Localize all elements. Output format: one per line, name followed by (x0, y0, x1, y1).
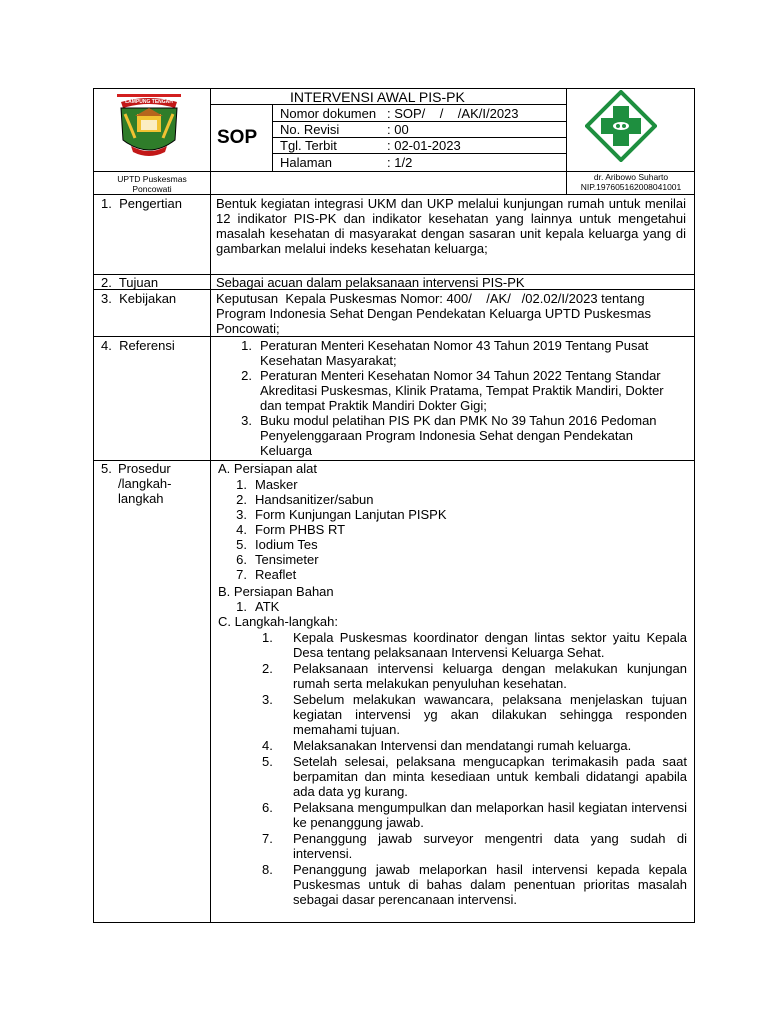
list-item (236, 413, 666, 458)
list-text: Pelaksanaan intervensi keluarga dengan melakukan kunjungan rumah serta melakukan penyuluhan kesehatan. (293, 661, 687, 691)
prosedur-heading-a: A. Persiapan alat (218, 461, 318, 476)
list-text: Sebelum melakukan wawancara, pelaksana menjelaskan tujuan kegiatan intervensi yg akan dilakukan sehingga responden memahami tujuan. (293, 692, 687, 737)
section-label-kebijakan: 3. Kebijakan (101, 291, 177, 306)
list-text: Tensimeter (255, 552, 319, 567)
list-number: 3. (241, 413, 252, 428)
list-number: 1. (262, 630, 273, 645)
signer-nip: NIP.197605162008041001 (580, 182, 682, 192)
list-number: 2. (241, 368, 252, 383)
list-number: 6. (236, 552, 247, 567)
section-label-prosedur (118, 461, 171, 506)
section-label-line: Prosedur (118, 461, 171, 476)
list-text: Setelah selesai, pelaksana mengucapkan terimakasih pada saat berpamitan dan minta kesediaan untuk kembali didatangi apabila ada data yg kurang. (293, 754, 687, 799)
section-label-tujuan: 2. Tujuan (101, 275, 159, 290)
list-text: Form Kunjungan Lanjutan PISPK (255, 507, 447, 522)
document-title: INTERVENSI AWAL PIS-PK (290, 89, 465, 105)
list-number: 5. (236, 537, 247, 552)
list-text: Penanggung jawab surveyor mengentri data yang sudah di intervensi. (293, 831, 687, 861)
list-item (230, 507, 530, 522)
list-item (262, 661, 687, 691)
list-item (230, 492, 530, 507)
field-value-tgl-terbit: : 02-01-2023 (387, 138, 461, 153)
field-value-halaman: : 1/2 (387, 155, 413, 170)
puskesmas-cross-logo (585, 90, 657, 162)
list-number: 3. (236, 507, 247, 522)
list-number: 3. (262, 692, 273, 707)
list-number: 5. (262, 754, 273, 769)
list-item (262, 754, 687, 799)
list-item (230, 567, 530, 582)
list-number: 1. (241, 338, 252, 353)
organization-name: UPTD Puskesmas Poncowati (117, 174, 187, 194)
list-number: 4. (262, 738, 273, 753)
list-number: 8. (262, 862, 273, 877)
sop-label: SOP (217, 127, 258, 148)
list-number: 2. (262, 661, 273, 676)
list-item (230, 552, 530, 567)
field-value-no-revisi: : 00 (387, 122, 409, 137)
section-number-prosedur: 5. (101, 461, 112, 476)
persiapan-bahan-list (230, 599, 530, 614)
list-text: Handsanitizer/sabun (255, 492, 374, 507)
list-item (262, 630, 687, 660)
list-text: Pelaksana mengumpulkan dan melaporkan hasil kegiatan intervensi ke penanggung jawab. (293, 800, 687, 830)
persiapan-alat-list (230, 477, 530, 582)
list-text: ATK (255, 599, 280, 614)
list-item (262, 692, 687, 737)
list-text: Melaksanakan Intervensi dan mendatangi rumah keluarga. (293, 738, 632, 753)
field-value-nomor-dokumen: : SOP/ / /AK/I/2023 (387, 106, 519, 121)
list-item (236, 338, 666, 368)
list-item (230, 477, 530, 492)
list-text: Iodium Tes (255, 537, 318, 552)
list-number: 1. (236, 599, 247, 614)
list-number: 2. (236, 492, 247, 507)
list-item (262, 738, 687, 753)
referensi-list (236, 338, 666, 458)
field-label-halaman: Halaman (280, 155, 333, 170)
field-label-tgl-terbit: Tgl. Terbit (280, 138, 337, 153)
list-number: 7. (262, 831, 273, 846)
list-number: 6. (262, 800, 273, 815)
section-label-line: langkah (118, 491, 164, 506)
prosedur-heading-c: C. Langkah-langkah: (218, 614, 338, 629)
section-text-pengertian: Bentuk kegiatan integrasi UKM dan UKP melalui kunjungan rumah untuk menilai 12 indikator PIS-PK dan indikator kesehatan yang lainnya untuk mengetahui masalah kesehatan di masyarakat dengan sasaran unit kepala keluarga yang di gambarkan melalui indeks kesehatan keluarga; (216, 196, 686, 256)
list-text: Reaflet (255, 567, 297, 582)
langkah-langkah-list (262, 630, 687, 908)
section-label-line: /langkah- (118, 476, 172, 491)
list-text: Form PHBS RT (255, 522, 346, 537)
list-item (262, 800, 687, 830)
field-label-nomor-dokumen: Nomor dokumen (280, 106, 377, 121)
list-item (230, 537, 530, 552)
section-label-referensi: 4. Referensi (101, 338, 175, 353)
section-text-tujuan: Sebagai acuan dalam pelaksanaan intervensi PIS-PK (216, 275, 525, 290)
emblem-banner-text: LAMPUNG TENGAH (125, 99, 173, 105)
list-text: Masker (255, 477, 298, 492)
list-item (236, 368, 666, 413)
list-item (230, 522, 530, 537)
section-label-pengertian: 1. Pengertian (101, 196, 182, 211)
list-text: Peraturan Menteri Kesehatan Nomor 43 Tahun 2019 Tentang Pusat Kesehatan Masyarakat; (260, 338, 649, 368)
list-number: 7. (236, 567, 247, 582)
list-item (262, 831, 687, 861)
list-number: 4. (236, 522, 247, 537)
list-text: Buku modul pelatihan PIS PK dan PMK No 39 Tahun 2016 Pedoman Penyelenggaraan Program Indonesia Sehat dengan Pendekatan Keluarga (260, 413, 657, 458)
signer-name: dr. Aribowo Suharto (593, 172, 669, 182)
list-text: Peraturan Menteri Kesehatan Nomor 34 Tahun 2022 Tentang Standar Akreditasi Puskesmas, Klinik Pratama, Tempat Praktik Mandiri, Dokter dan tempat Praktik Mandiri Dokter Gigi; (260, 368, 664, 413)
list-text: Kepala Puskesmas koordinator dengan lintas sektor yaitu Kepala Desa tentang pelaksanaan Intervensi Keluarga Sehat. (293, 630, 687, 660)
list-item (230, 599, 530, 614)
section-text-kebijakan: Keputusan Kepala Puskesmas Nomor: 400/ /AK/ /02.02/I/2023 tentang Program Indonesia Sehat Dengan Pendekatan Keluarga UPTD Puskesmas Poncowati; (216, 291, 655, 336)
list-text: Penanggung jawab melaporkan hasil intervensi kepada kepala Puskesmas untuk di bahas dalam penentuan prioritas masalah sebagai dasar perencanaan intervensi. (293, 862, 687, 907)
list-number: 1. (236, 477, 247, 492)
field-label-no-revisi: No. Revisi (280, 122, 340, 137)
list-item (262, 862, 687, 907)
prosedur-heading-b: B. Persiapan Bahan (218, 584, 334, 599)
